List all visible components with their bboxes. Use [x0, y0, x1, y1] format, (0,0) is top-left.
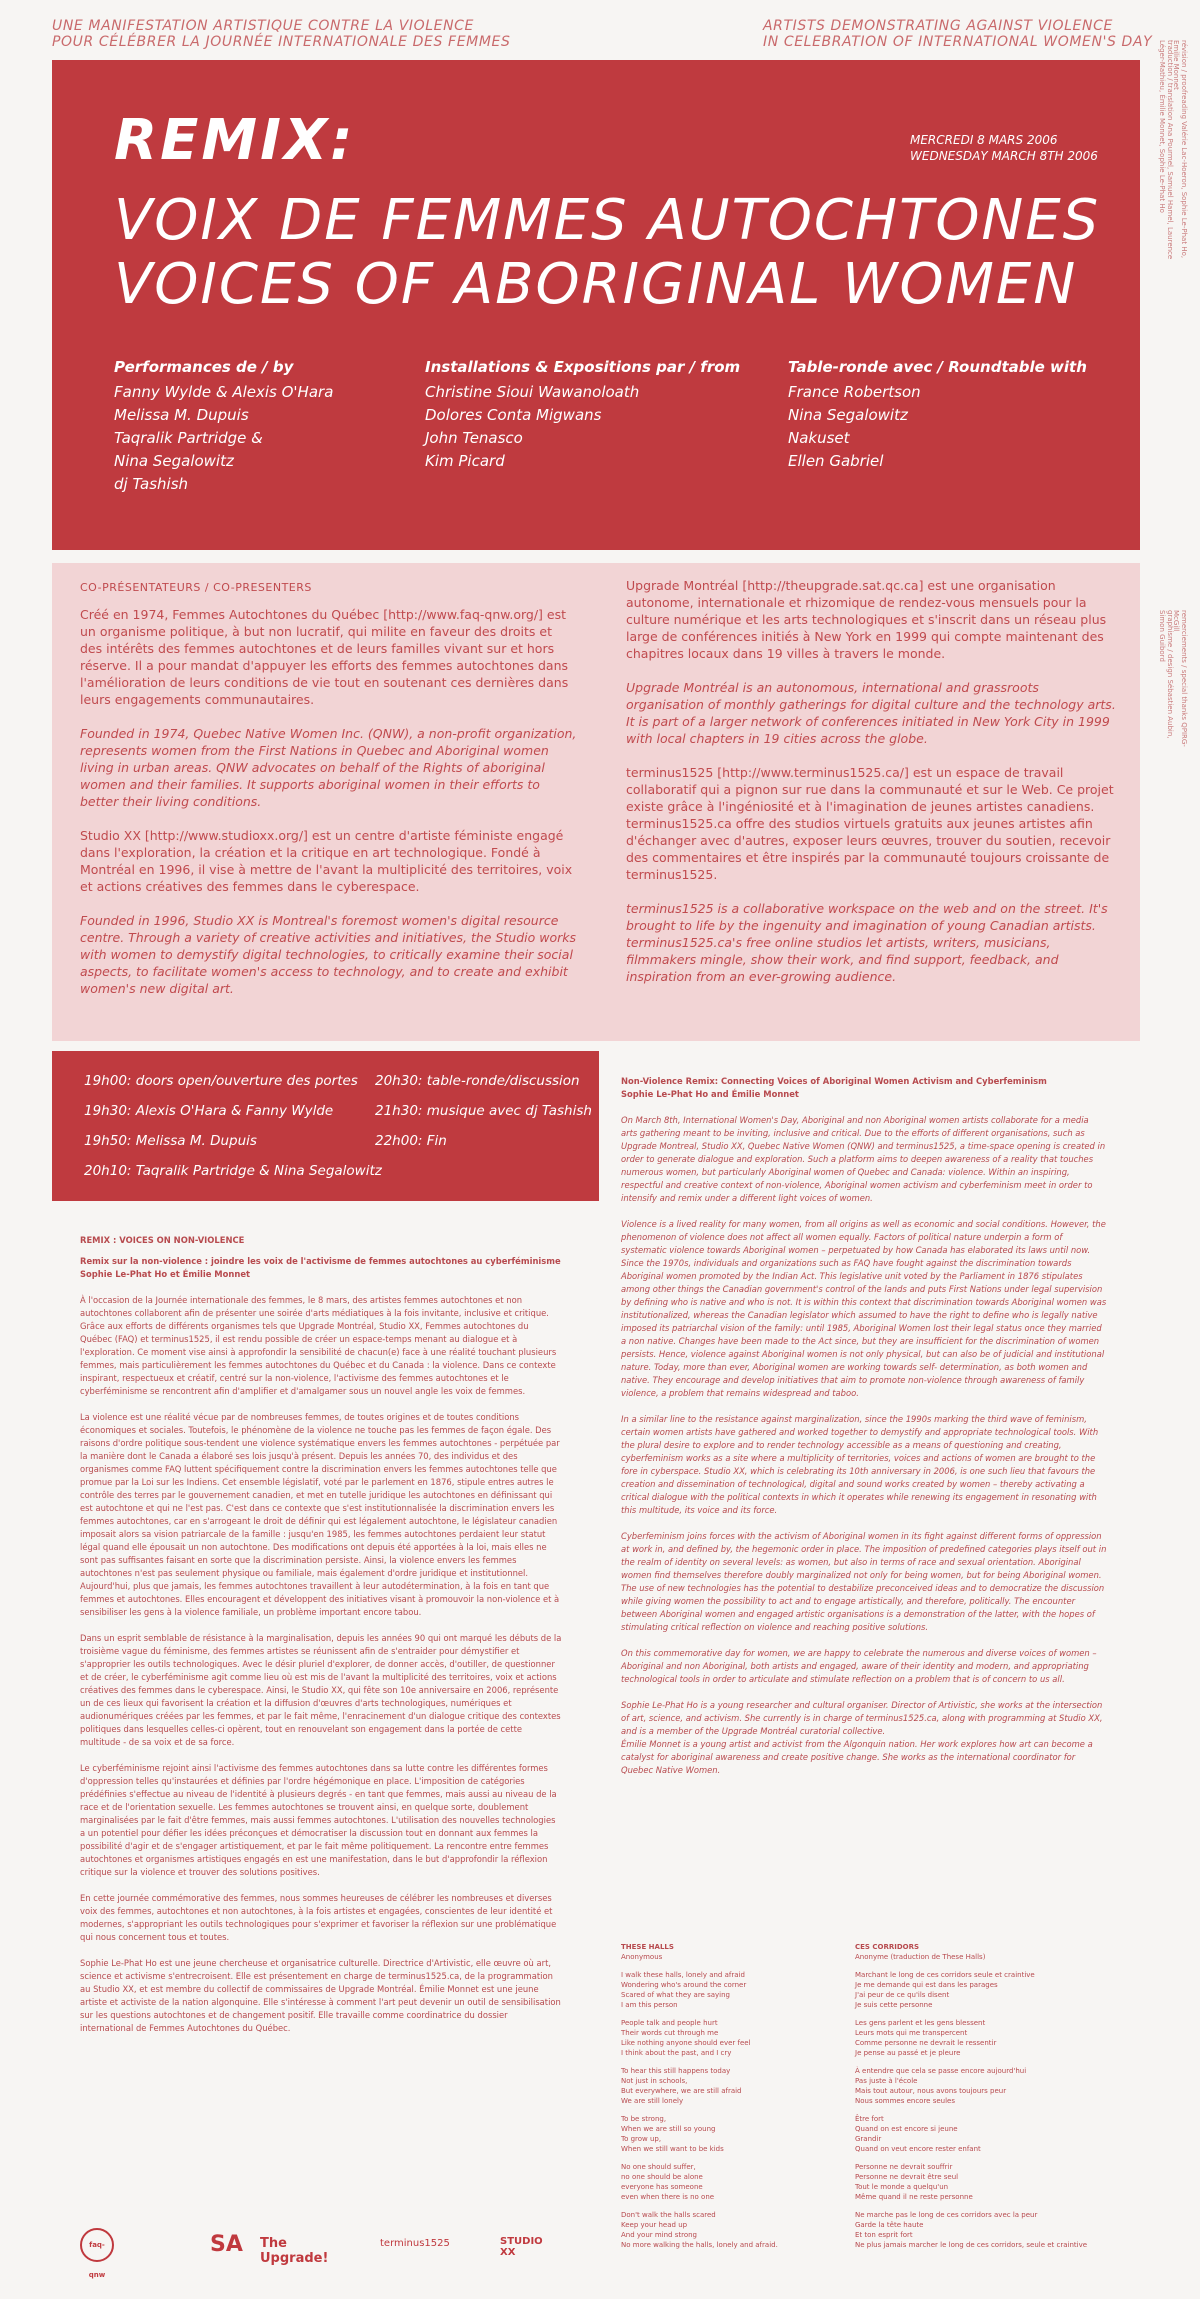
date-fr: MERCREDI 8 MARS 2006 — [910, 133, 1058, 147]
poem-stanza: People talk and people hurt Their words cut through me Like nothing anyone should ever feel I think about the past, and I cry — [621, 2019, 751, 2057]
header-right — [763, 18, 1152, 50]
schedule-item — [375, 1133, 447, 1149]
installations-heading: Installations & Expositions par / from — [425, 358, 741, 376]
essay-kicker: REMIX : VOICES ON NON-VIOLENCE — [80, 1235, 245, 1245]
sa-logo: SA — [210, 2232, 243, 2257]
upgrade-fr: Upgrade Montréal [http://theupgrade.sat.qc.ca] est une organisation autonome, internationale et rhizomique de rendez-vous mensuels pour la culture numérique et les arts technologiques et s'inscrit dans un réseau plus large de conférences initiés à New York en 1999 qui compte maintenant des chapitres locaux dans 19 villes à travers le monde. — [626, 578, 1107, 661]
schedule-item — [375, 1103, 592, 1119]
schedule-item — [84, 1103, 333, 1119]
header-left-line1: UNE MANIFESTATION ARTISTIQUE CONTRE LA VIOLENCE — [52, 18, 474, 34]
schedule-time: 21h30: — [375, 1103, 423, 1119]
schedule-desc: musique avec dj Tashish — [426, 1103, 592, 1119]
poem-stanza: No one should suffer, no one should be alone everyone has someone even when there is no one — [621, 2163, 715, 2201]
event-date — [910, 132, 1098, 164]
installation-artist: Dolores Conta Migwans — [425, 406, 602, 424]
terminus-fr: terminus1525 [http://www.terminus1525.ca/] est un espace de travail collaboratif qui a pignon sur rue dans la communauté et sur le Web. Ce projet existe grâce à l'ingéniosité et à l'imagination de jeunes artistes canadiens. terminus1525.ca offre des studios virtuels gratuits aux jeunes artistes afin d'échanger avec d'autres, exposer leurs œuvres, trouver du soutien, recevoir des commentaires et être inspirés par la communauté toujours croissante de terminus1525. — [626, 765, 1114, 882]
poem-fr-author: Anonyme (traduction de These Halls) — [855, 1953, 986, 1961]
roundtable-member: Nina Segalowitz — [788, 406, 908, 424]
header-left-line2: POUR CÉLÉBRER LA JOURNÉE INTERNATIONALE DES FEMMES — [52, 34, 511, 50]
roundtable-heading: Table-ronde avec / Roundtable with — [788, 358, 1087, 376]
header-right-line2: IN CELEBRATION OF INTERNATIONAL WOMEN'S DAY — [763, 34, 1153, 50]
essay-en-title: Non-Violence Remix: Connecting Voices of Aboriginal Women Activism and Cyberfeminism — [621, 1076, 1047, 1086]
essay-fr — [80, 1234, 562, 2048]
performer: Fanny Wylde & Alexis O'Hara — [114, 383, 334, 401]
qnw-fr: Créé en 1974, Femmes Autochtones du Québec [http://www.faq-qnw.org/] est un organisme politique, à but non lucratif, qui milite en faveur des droits et des intérêts des femmes autochtones et de leurs familles vivant sur et hors réserve. Il a pour mandat d'appuyer les efforts des femmes autochtones dans l'amélioration de leurs conditions de vie tout en soutenant ces dernières dans leurs engagements communautaires. — [80, 607, 569, 707]
schedule-panel — [52, 1051, 599, 1201]
poem-stanza: Ne marche pas le long de ces corridors avec la peur Garde la tête haute Et ton esprit fort Ne plus jamais marcher le long de ces corridors, seule et craintive — [855, 2211, 1088, 2249]
copresenters-heading: CO-PRÉSENTATEURS / CO-PRESENTERS — [80, 581, 312, 594]
essay-en-paragraph: On March 8th, International Women's Day, Aboriginal and non Aboriginal women artists collaborate for a media arts gathering meant to be inviting, inclusive and critical. Due to the efforts of different organisations, such as Upgrade Montreal, Studio XX, Quebec Native Women (QNW) and terminus1525, a time-space opening is created in order to generate dialogue and exploration. Such a platform aims to deepen awareness of a reality that touches numerous women, but particularly Aboriginal women of Quebec and Canada: violence. Within an inspiring, respectful and creative context of non-violence, Aboriginal women activism and cyberfeminism meet in order to intensify and remix under a different light voices of women. — [621, 1115, 1106, 1203]
essay-fr-paragraph: Sophie Le-Phat Ho est une jeune chercheuse et organisatrice culturelle. Directrice d'Artivistic, elle œuvre où art, science et activisme s'entrecroisent. Elle est présentement en charge de terminus1525.ca, de la programmation au Studio XX, et est membre du collectif de commissaires de Upgrade Montréal. Émilie Monnet est une jeune artiste et activiste de la nation algonquine. Elle s'intéresse à comment l'art peut devenir un outil de sensibilisation sur les questions autochtones et de changement positif. Elle travaille comme coordinatrice du dossier international de Femmes Autochtones du Québec. — [80, 1958, 561, 2033]
essay-en-paragraph: Cyberfeminism joins forces with the activism of Aboriginal women in its fight against different forms of oppression at work in, and defined by, the hegemonic order in place. The imposition of predefined categories plays itself out in the realm of identity on several levels: as women, but also in terms of race and sexual orientation. Aboriginal women find themselves therefore doubly marginalized not only for being women, but for being Aboriginal women. The use of new technologies has the potential to destabilize preconceived ideas and to democratize the discussion while giving women the possibility to act and to engage artistically, and therefore, politically. The encounter between Aboriginal women and engaged artistic organisations is a demonstration of the latter, with the hopes of stimulating critical reflection on violence and reaching positive solutions. — [621, 1531, 1107, 1632]
poem-en — [621, 1942, 851, 2258]
essay-en-paragraph: Violence is a lived reality for many women, from all origins as well as economic and social conditions. However, the phenomenon of violence does not affect all women equally. Factors of political nature underpin a form of systematic violence towards Aboriginal women – perpetuated by how Canada has elaborated its laws until now. Since the 1970s, individuals and organizations such as FAQ have fought against the discrimination towards Aboriginal women promoted by the Indian Act. This legislative unit voted by the Parliament in 1876 stipulates among other things the Canadian government's control of the lands and puts First Nations under legal supervision by defining who is native and who is not. It is within this context that discrimination towards Aboriginal women was institutionalized, whereas the Canadian legislator which assumed to have the right to define who is legally native imposed its patriarchal vision of the family: until 1985, Aboriginal Women lost their legal status once they married a non native. Changes have been made to the Act since, but they are insufficient for the discrimination of women persists. Hence, violence against Aboriginal women is not only physical, but can also be of judicial and institutional nature. Today, more than ever, Aboriginal women are working towards self- determination, as both women and native. They encourage and develop initiatives that aim to promote non-violence through awareness of family violence, a problem that remains widespread and taboo. — [621, 1219, 1107, 1398]
essay-en-paragraph: Émilie Monnet is a young artist and activist from the Algonquin nation. Her work explores how art can become a catalyst for aboriginal awareness and create positive change. She works as the international coordinator for Quebec Native Women. — [621, 1739, 1093, 1775]
schedule-item — [84, 1163, 382, 1179]
essay-fr-paragraph: Dans un esprit semblable de résistance à la marginalisation, depuis les années 90 qui ont marqué les débuts de la troisième vague du féminisme, des femmes artistes se réunissent afin de s'entraider pour démystifier et s'approprier les outils technologiques. Avec le désir pluriel d'explorer, de donner accès, d'outiller, de questionner et de créer, le cyberféminisme agit comme lieu où est mis de l'avant la multiplicité des territoires, voix et actions créatives des femmes dans le cyberespace. Ainsi, le Studio XX, qui fête son 10e anniversaire en 2006, représente un de ces lieux qui favorisent la création et la diffusion d'œuvres d'arts technologiques, numériques et audionumériques créées par les femmes, et par le fait même, l'enracinement d'un dialogue critique des contextes politiques dans lesquelles celles-ci opèrent, tout en renouvelant son engagement dans la portée de cette multitude - de sa voix et de sa force. — [80, 1633, 562, 1747]
poem-stanza: To be strong, When we are still so young To grow up, When we still want to be kids — [621, 2115, 724, 2153]
roundtable-member: Nakuset — [788, 429, 850, 447]
schedule-time: 19h50: — [84, 1133, 132, 1149]
credits-design: graphisme / design Sébastien Aubin, Simon Guibord — [1158, 610, 1174, 739]
copresenters-left-column — [80, 579, 577, 1014]
hero-panel — [52, 60, 1140, 550]
poem-en-author: Anonymous — [621, 1953, 663, 1961]
schedule-item — [84, 1133, 257, 1149]
faq-logo: faq-qnw — [80, 2228, 114, 2262]
schedule-item — [84, 1073, 358, 1089]
roundtable-column — [788, 356, 1128, 473]
essay-fr-paragraph: La violence est une réalité vécue par de nombreuses femmes, de toutes origines et de toutes conditions économiques et sociales. Toutefois, le phénomène de la violence ne touche pas les femmes de façon égale. Des raisons d'ordre politique sous-tendent une violence systématique envers les femmes autochtones - perpétuée par la manière dont le Canada a élaboré ses lois jusqu'à présent. Depuis les années 70, des individus et des organismes comme FAQ luttent spécifiquement contre la discrimination envers les femmes autochtones telle que promue par la Loi sur les Indiens. Cet ensemble législatif, voté par le parlement en 1876, stipule entres autres le contrôle des terres par le gouvernement canadien, et met en tutelle juridique les autochtones en définissant qui est autochtone et qui ne l'est pas. C'est dans ce contexte que s'est institutionnalisée la discrimination envers les femmes autochtones, car en s'arrogeant le droit de définir qui est légalement autochtone, le législateur canadien imposait alors sa vision patriarcale de la famille : jusqu'en 1985, les femmes autochtones perdaient leur statut légal quand elle épousait un non autochtone. Des modifications ont depuis été apportées à la loi, mais elles ne sont pas suffisantes faisant en sorte que la discrimination persiste. Ainsi, la violence envers les femmes autochtones n'est pas seulement physique ou familiale, mais également d'ordre juridique et institutionnel. Aujourd'hui, plus que jamais, les femmes autochtones travaillent à leur autodétermination, à la fois en tant que femmes et autochtones. Elles encouragent et développent des initiatives visant à promouvoir la non-violence et à sensibiliser les gens à la violence familiale, un problème important encore tabou. — [80, 1412, 560, 1617]
poem-stanza: Les gens parlent et les gens blessent Leurs mots qui me transpercent Comme personne ne devrait le ressentir Je pense au passé et je pleure — [855, 2019, 997, 2057]
poem-stanza: To hear this still happens today Not just in schools, But everywhere, we are still afraid We are still lonely — [621, 2067, 742, 2105]
poem-stanza: À entendre que cela se passe encore aujourd'hui Pas juste à l'école Mais tout autour, nous avons toujours peur Nous sommes encore seules — [855, 2067, 1027, 2105]
terminus-logo: terminus1525 — [380, 2238, 450, 2249]
poem-fr — [855, 1942, 1115, 2258]
qnw-en: Founded in 1974, Quebec Native Women Inc. (QNW), a non-profit organization, represents women from the First Nations in Quebec and Aboriginal women living in urban areas. QNW advocates on behalf of the Rights of aboriginal women and their families. It supports aboriginal women in their efforts to better their living conditions. — [80, 726, 577, 809]
schedule-desc: doors open/ouverture des portes — [135, 1073, 358, 1089]
essay-en-authors: Sophie Le-Phat Ho and Émilie Monnet — [621, 1089, 799, 1099]
credits-translation: traduction / translation Ana Pourmel, Samuel Hamel, Laurence Léger-Mathieu, Émilie Monnet, Sophie Le-Phat Ho — [1158, 40, 1174, 260]
performances-column — [114, 356, 404, 496]
schedule-time: 20h10: — [84, 1163, 132, 1179]
studioxx-en: Founded in 1996, Studio XX is Montreal's foremost women's digital resource centre. Through a variety of creative activities and initiatives, the Studio works with women to demystify digital technologies, to critically examine their social aspects, to facilitate women's access to technology, and to create and exhibit women's new digital art. — [80, 913, 577, 996]
title-en: VOICES OF ABORIGINAL WOMEN — [114, 252, 1078, 317]
essay-fr-title: Remix sur la non-violence : joindre les voix de l'activisme de femmes autochtones au cyberféminisme — [80, 1256, 561, 1266]
schedule-desc: Fin — [426, 1133, 447, 1149]
schedule-time: 22h00: — [375, 1133, 423, 1149]
performer: Nina Segalowitz — [114, 452, 234, 470]
schedule-item — [375, 1073, 580, 1089]
performer: dj Tashish — [114, 475, 189, 493]
essay-en-paragraph: In a similar line to the resistance against marginalization, since the 1990s marking the third wave of feminism, certain women artists have gathered and worked together to demystify and appropriate technological tools. With the plural desire to explore and to render technology accessible as a means of questioning and creating, cyberfeminism works as a site where a multiplicity of territories, voices and actions of women are brought to the fore in cyberspace. Studio XX, which is celebrating its 10th anniversary in 2006, is one such lieu that favours the creation and dissemination of technological, digital and sound works created by women – thereby activating a critical dialogue with the political contexts in which it operates while renewing its engagement in resonating with this multitude, its voice and its force. — [621, 1414, 1099, 1515]
essay-fr-authors: Sophie Le-Phat Ho et Émilie Monnet — [80, 1269, 251, 1279]
remix-title: REMIX: — [114, 108, 356, 173]
essay-fr-paragraph: En cette journée commémorative des femmes, nous sommes heureuses de célébrer les nombreuses et diverses voix des femmes, autochtones et non autochtones, à la fois artistes et engagées, conscientes de leur identité et modernes, s'appropriant les outils technologiques pour s'exprimer et favoriser la réflexion sur une problématique qui nous concernent tous et toutes. — [80, 1893, 557, 1942]
schedule-desc: Melissa M. Dupuis — [135, 1133, 257, 1149]
essay-en — [621, 1075, 1107, 1790]
installation-artist: Christine Sioui Wawanoloath — [425, 383, 640, 401]
performer: Taqralik Partridge & — [114, 429, 263, 447]
poem-stanza: Être fort Quand on est encore si jeune Grandir Quand on veut encore rester enfant — [855, 2115, 981, 2153]
essay-fr-paragraph: À l'occasion de la Journée internationale des femmes, le 8 mars, des artistes femmes autochtones et non autochtones collaborent afin de présenter une soirée d'arts médiatiques à la fois invitante, inclusive et critique. Grâce aux efforts de différents organismes tels que Upgrade Montréal, Studio XX, Femmes autochtones du Québec (FAQ) et terminus1525, il est rendu possible de créer un espace-temps menant au dialogue et à l'exploration. Ce moment vise ainsi à approfondir la sensibilité de chacun(e) face à une réalité touchant plusieurs femmes, mais particulièrement les femmes autochtones du Québec et du Canada : la violence. Dans ce contexte inspirant, respectueux et créatif, centré sur la non-violence, l'activisme des femmes autochtones et le cyberféminisme se rencontrent afin d'amplifier et d'amalgamer sous un nouvel angle les voix de femmes. — [80, 1295, 557, 1396]
roundtable-member: Ellen Gabriel — [788, 452, 884, 470]
poem-en-title: THESE HALLS — [621, 1943, 674, 1951]
schedule-desc: Alexis O'Hara & Fanny Wylde — [135, 1103, 334, 1119]
date-en: WEDNESDAY MARCH 8TH 2006 — [910, 149, 1098, 163]
installation-artist: John Tenasco — [425, 429, 523, 447]
installations-column — [425, 356, 765, 473]
header-left — [52, 18, 510, 50]
schedule-desc: Taqralik Partridge & Nina Segalowitz — [135, 1163, 382, 1179]
title-fr: VOIX DE FEMMES AUTOCHTONES — [114, 188, 1101, 253]
poem-stanza: Don't walk the halls scared Keep your head up And your mind strong No more walking the halls, lonely and afraid. — [621, 2211, 778, 2249]
credits-proofreading: révision / proofreading Valérie Lac-Hoeron, Sophie Le-Phat Ho, Emilie Monnet — [1172, 40, 1188, 259]
essay-en-paragraph: On this commemorative day for women, we are happy to celebrate the numerous and diverse voices of women – Aboriginal and non Aboriginal, both artists and engaged, aware of their identity and modern, and appropriating technological tools in order to articulate and stimulate reflection on a problem that is of concern to us all. — [621, 1648, 1097, 1684]
credits-thanks: remerciements / special thanks QPIRG-McGill — [1172, 610, 1188, 747]
schedule-time: 19h30: — [84, 1103, 132, 1119]
installation-artist: Kim Picard — [425, 452, 505, 470]
schedule-time: 20h30: — [375, 1073, 423, 1089]
poem-stanza: Personne ne devrait souffrir Personne ne devrait être seul Tout le monde a quelqu'un Même quand il ne reste personne — [855, 2163, 973, 2201]
studioxx-fr: Studio XX [http://www.studioxx.org/] est un centre d'artiste féministe engagé dans l'exploration, la création et la critique en art technologique. Fondé à Montréal en 1996, il vise à mettre de l'avant la multiplicité des territoires, voix et actions créatives des femmes dans le cyberespace. — [80, 828, 573, 894]
studioxx-logo: STUDIO XX — [500, 2236, 543, 2258]
essay-en-paragraph: Sophie Le-Phat Ho is a young researcher and cultural organiser. Director of Artivistic, she works at the intersection of art, science, and activism. She currently is in charge of terminus1525.ca, along with programming at Studio XX, and is a member of the Upgrade Montréal curatorial collective. — [621, 1700, 1103, 1736]
roundtable-member: France Robertson — [788, 383, 921, 401]
performer: Melissa M. Dupuis — [114, 406, 249, 424]
performances-heading: Performances de / by — [114, 358, 294, 376]
upgrade-logo: The Upgrade! — [260, 2236, 329, 2266]
copresenters-right-column — [626, 577, 1120, 1002]
copresenters-panel — [52, 563, 1140, 1041]
schedule-desc: table-ronde/discussion — [426, 1073, 580, 1089]
poem-stanza: Marchant le long de ces corridors seule et craintive Je me demande qui est dans les parages J'ai peur de ce qu'ils disent Je suis cette personne — [855, 1971, 1035, 2009]
header-right-line1: ARTISTS DEMONSTRATING AGAINST VIOLENCE — [763, 18, 1113, 34]
upgrade-en: Upgrade Montréal is an autonomous, international and grassroots organisation of monthly gatherings for digital culture and the technology arts. It is part of a larger network of conferences initiated in New York City in 1999 with local chapters in 19 cities across the globe. — [626, 680, 1116, 746]
poem-fr-title: CES CORRIDORS — [855, 1943, 920, 1951]
schedule-time: 19h00: — [84, 1073, 132, 1089]
terminus-en: terminus1525 is a collaborative workspace on the web and on the street. It's brought to life by the ingenuity and imagination of young Canadian artists. terminus1525.ca's free online studios let artists, writers, musicians, filmmakers mingle, show their work, and find support, feedback, and inspiration from an ever-growing audience. — [626, 901, 1108, 984]
essay-fr-paragraph: Le cyberféminisme rejoint ainsi l'activisme des femmes autochtones dans sa lutte contre les différentes formes d'oppression telles qu'instaurées et définies par l'ordre hégémonique en place. L'imposition de catégories prédéfinies s'effectue au niveau de l'identité à plusieurs degrés - en tant que femmes, mais aussi au niveau de la race et de l'orientation sexuelle. Les femmes autochtones se trouvent ainsi, en quelque sorte, doublement marginalisées par le fait d'être femmes, mais aussi femmes autochtones. L'utilisation des nouvelles technologies a un potentiel pour défier les idées préconçues et démocratiser la discussion tout en donnant aux femmes la possibilité d'agir et de s'engager artistiquement, et par le fait même politiquement. La rencontre entre femmes autochtones et organismes artistiques engagés en est une manifestation, dans le but d'approfondir la réflexion critique sur la violence et trouver des solutions positives. — [80, 1763, 557, 1877]
poem-stanza: I walk these halls, lonely and afraid Wondering who's around the corner Scared of what they are saying I am this person — [621, 1971, 747, 2009]
